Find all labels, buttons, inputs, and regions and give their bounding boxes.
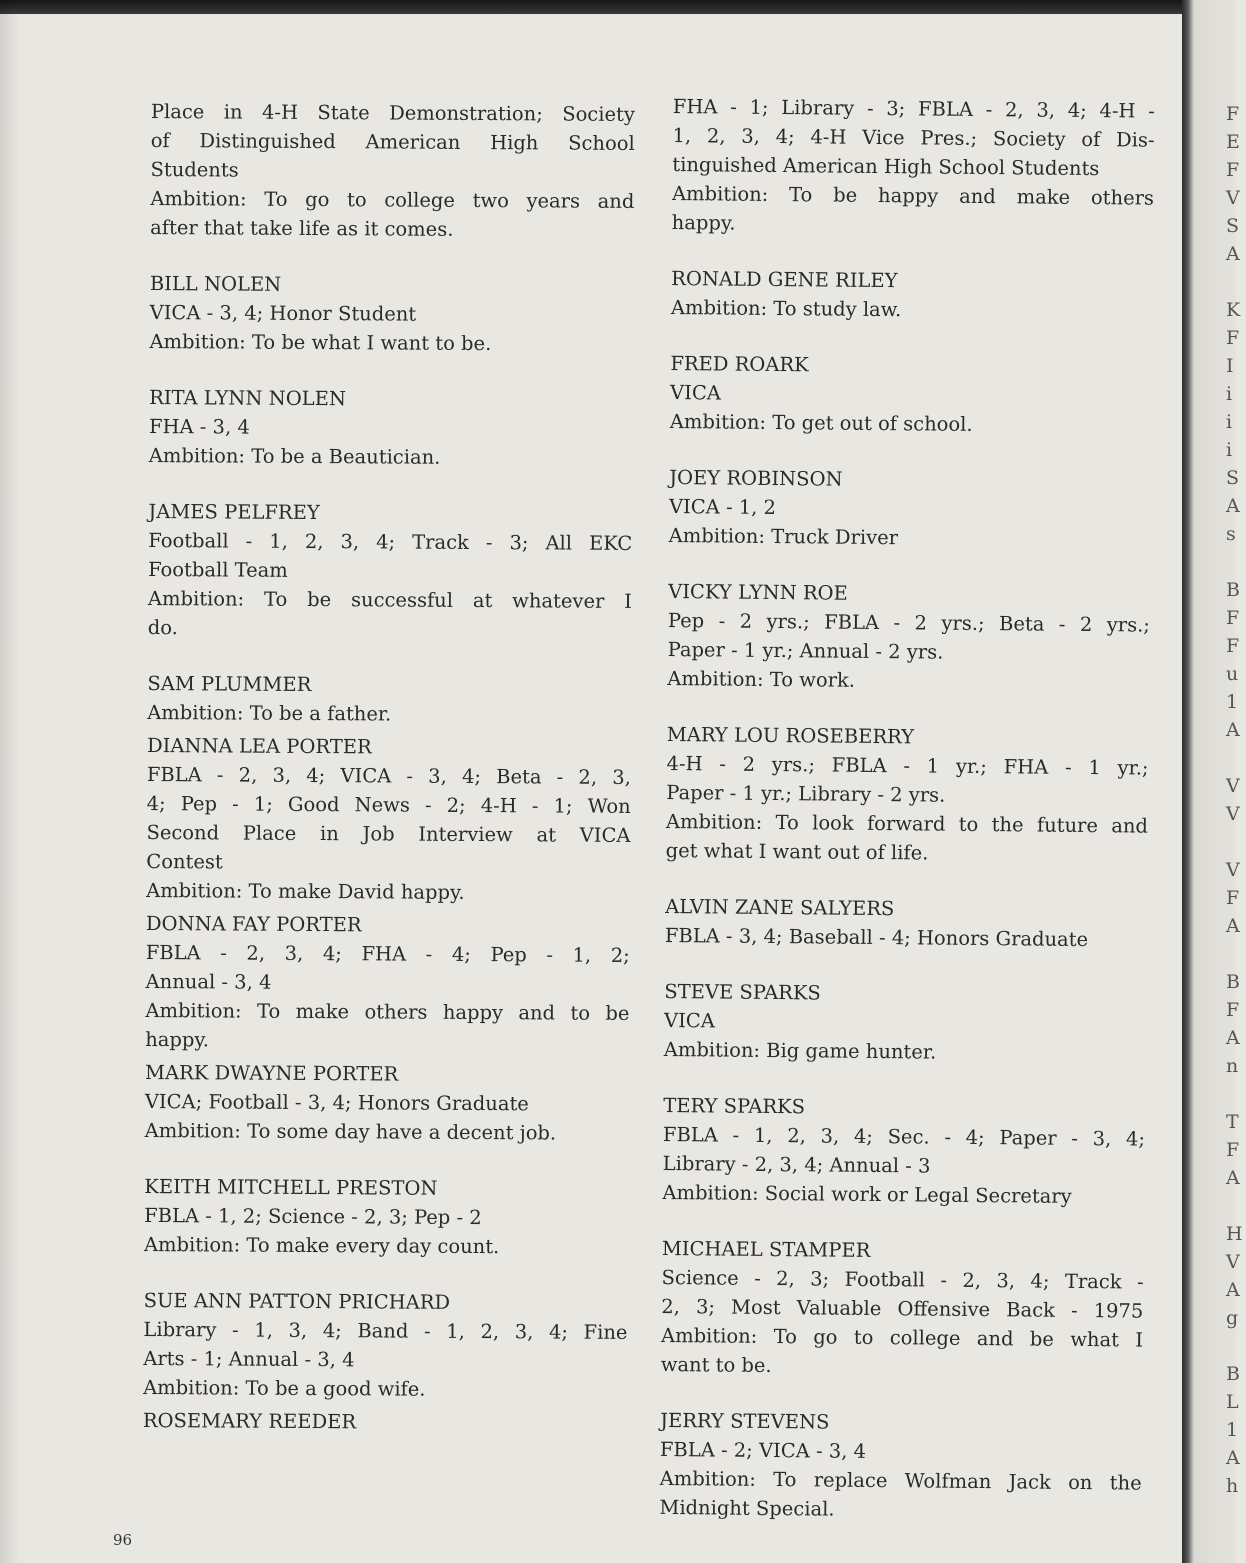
student-name: DONNA FAY PORTER (145, 911, 362, 937)
entry-line: Ambition: To study law. (670, 295, 902, 322)
entry-line: Midnight Special. (659, 1495, 835, 1521)
entry (144, 1172, 629, 1262)
entry (147, 669, 631, 730)
entry-line: Ambition: Truck Driver (668, 523, 899, 550)
entry-line: Ambition: To be a good wife. (143, 1375, 426, 1401)
entry (143, 1286, 628, 1405)
entry-line: Ambition: To be what I want to be. (149, 329, 492, 356)
entry-line: 4; Pep - 1; Good News - 2; 4-H - 1; Won (146, 791, 631, 818)
entry (150, 97, 635, 245)
entry-line: FBLA - 2, 3, 4; FHA - 4; Pep - 1, 2; (145, 940, 630, 967)
student-name: DIANNA LEA PORTER (146, 733, 372, 759)
entry-line: FBLA - 1, 2, 3, 4; Sec. - 4; Paper - 3, 4; (662, 1122, 1146, 1151)
entry-line: FBLA - 3, 4; Baseball - 4; Honors Graduate (664, 923, 1089, 952)
entry-line: Football - 1, 2, 3, 4; Track - 3; All EKC (148, 528, 633, 555)
entry-line: of Distinguished American High School (150, 128, 635, 155)
entry (667, 577, 1150, 698)
entry (659, 1406, 1142, 1527)
student-name: MARY LOU ROSEBERRY (666, 722, 915, 749)
adjacent-page-edge (1182, 0, 1243, 1563)
student-name: MICHAEL STAMPER (661, 1236, 871, 1262)
entry-line: 1, 2, 3, 4; 4-H Vice Pres.; Society of Dis- (672, 123, 1155, 152)
entry-line: Annual - 3, 4 (145, 969, 272, 994)
entry-line: Ambition: To be a Beautician. (148, 443, 441, 469)
entry (664, 977, 1147, 1069)
entry (148, 497, 633, 645)
student-name: KEITH MITCHELL PRESTON (144, 1174, 438, 1200)
entry (672, 92, 1155, 242)
entry-line: Ambition: To be a father. (147, 700, 392, 726)
student-name: STEVE SPARKS (664, 979, 821, 1005)
entry-line: VICA (663, 1008, 715, 1033)
student-name: ROSEMARY REEDER (142, 1408, 357, 1434)
entry-line: 4-H - 2 yrs.; FBLA - 1 yr.; FHA - 1 yr.; (666, 751, 1149, 780)
student-name: JAMES PELFREY (148, 499, 320, 525)
right-column (659, 92, 1155, 1527)
student-name: MARK DWAYNE PORTER (144, 1060, 399, 1086)
student-name: VICKY LYNN ROE (668, 579, 848, 605)
entry-line: Pep - 2 yrs.; FBLA - 2 yrs.; Beta - 2 yrs.; (667, 608, 1151, 637)
entry-line: Place in 4-H State Demonstration; Society (150, 99, 635, 126)
page-left-shadow (0, 0, 20, 1563)
adjacent-page-letters: F E F V S A K F I i i i S A s B F F u 1 A V V V F A B F A n T F A H V A g B L 1 A h (1226, 103, 1243, 1497)
entry-line: VICA - 3, 4; Honor Student (149, 300, 417, 326)
entry-line: Ambition: To be happy and make others (671, 181, 1155, 210)
page-top-edge (0, 0, 1236, 14)
entry-line: Ambition: To work. (667, 666, 856, 692)
entry (146, 731, 631, 908)
entry-line: 2, 3; Most Valuable Offensive Back - 1975 (661, 1294, 1144, 1323)
entry-line: Ambition: Big game hunter. (663, 1037, 937, 1064)
entry-line: Second Place in Job Interview at VICA (146, 820, 631, 847)
entry-line: get what I want out of life. (665, 838, 929, 865)
entry-line: Ambition: To look forward to the future and (665, 809, 1149, 838)
entry-line: FBLA - 1, 2; Science - 2, 3; Pep - 2 (144, 1203, 482, 1230)
entry-line: Ambition: To make David happy. (146, 878, 465, 904)
entry-line: FBLA - 2; VICA - 3, 4 (659, 1437, 867, 1463)
entry (149, 269, 634, 359)
student-name: TERY SPARKS (663, 1093, 806, 1119)
student-name: SAM PLUMMER (147, 671, 312, 696)
entry-line: Contest (146, 849, 223, 874)
entry-line: Paper - 1 yr.; Library - 2 yrs. (666, 780, 946, 807)
entry-line: VICA; Football - 3, 4; Honors Graduate (144, 1089, 529, 1116)
entry-line: Paper - 1 yr.; Annual - 2 yrs. (667, 637, 944, 664)
entry-line: FHA - 3, 4 (148, 414, 250, 439)
entry (666, 720, 1149, 870)
entry-line: do. (147, 615, 178, 640)
entry (145, 1058, 630, 1148)
entry-line: Ambition: Social work or Legal Secretary (662, 1180, 1072, 1208)
entry-line: VICA (670, 380, 722, 405)
student-name: RONALD GENE RILEY (671, 266, 898, 293)
entry (149, 383, 634, 473)
entry (143, 1406, 627, 1438)
entry-line: FHA - 1; Library - 3; FBLA - 2, 3, 4; 4-H - (672, 94, 1155, 123)
page-number: 96 (113, 1531, 133, 1549)
student-name: SUE ANN PATTON PRICHARD (143, 1288, 451, 1314)
entry-line: Ambition: To get out of school. (669, 409, 973, 436)
entry-line: after that take life as it comes. (150, 215, 454, 241)
entry-line: Ambition: To go to college two years and (150, 186, 635, 213)
entry-line: Ambition: To make every day count. (143, 1232, 500, 1259)
entry-line: happy. (671, 210, 736, 235)
entry-line: Library - 2, 3, 4; Annual - 3 (662, 1151, 931, 1178)
entry-line: Ambition: To replace Wolfman Jack on the (659, 1466, 1142, 1495)
entry-line: Library - 1, 3, 4; Band - 1, 2, 3, 4; Fine (143, 1317, 628, 1344)
entry-line: Ambition: To be successful at whatever I (147, 586, 632, 613)
entry-line: Ambition: To go to college and be what I (660, 1323, 1144, 1352)
entry-line: happy. (145, 1027, 210, 1052)
entry (671, 264, 1154, 327)
entry-line: Arts - 1; Annual - 3, 4 (143, 1346, 355, 1372)
entry (669, 463, 1152, 555)
student-name: RITA LYNN NOLEN (149, 385, 347, 411)
entry-line: Football Team (148, 557, 288, 582)
student-name: FRED ROARK (670, 351, 809, 377)
entry-line: want to be. (660, 1352, 772, 1378)
entry-line: Science - 2, 3; Football - 2, 3, 4; Track - (661, 1265, 1144, 1294)
student-name: JERRY STEVENS (660, 1408, 830, 1434)
student-name: ALVIN ZANE SALYERS (665, 894, 895, 921)
entry-line: FBLA - 2, 3, 4; VICA - 3, 4; Beta - 2, 3, (146, 762, 631, 789)
entry-line: Students (150, 157, 239, 182)
entry-line: VICA - 1, 2 (668, 494, 777, 520)
entry (145, 909, 630, 1057)
entry (665, 892, 1148, 955)
entry-line: Ambition: To make others happy and to be (145, 998, 630, 1025)
left-column (143, 97, 635, 1438)
entry-line: tinguished American High School Students (672, 152, 1100, 181)
student-name: BILL NOLEN (149, 271, 282, 296)
entry-line: Ambition: To some day have a decent job. (144, 1118, 557, 1145)
entry (662, 1091, 1145, 1212)
entry (670, 349, 1153, 441)
entry (661, 1234, 1144, 1384)
student-name: JOEY ROBINSON (669, 465, 843, 491)
